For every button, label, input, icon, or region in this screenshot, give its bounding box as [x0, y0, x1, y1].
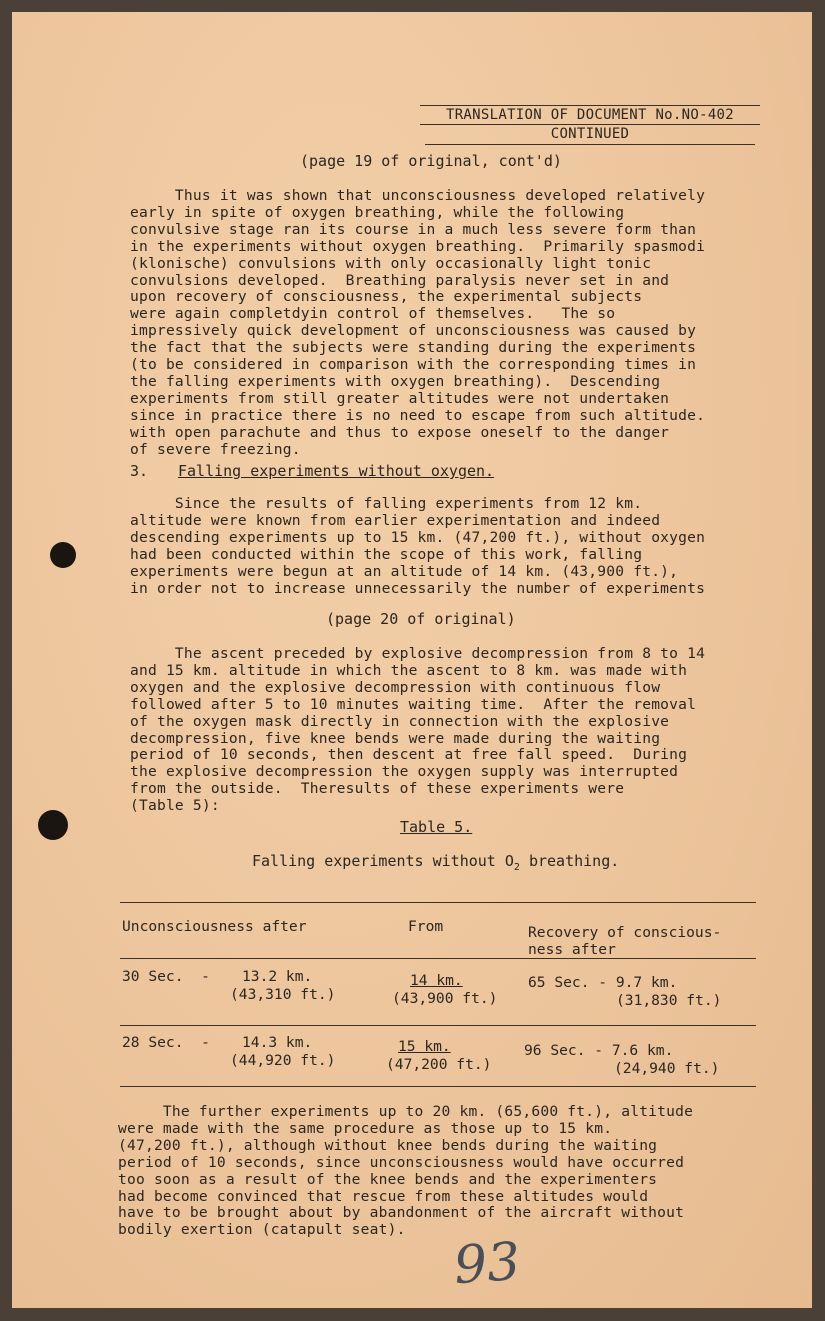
- page-marker-20: (page 20 of original): [326, 610, 516, 628]
- text-line: had been conducted within the scope of this work, falling: [130, 545, 643, 563]
- document-header: [420, 105, 760, 145]
- text-line: followed after 5 to 10 minutes waiting time. After the removal: [130, 695, 697, 713]
- table-row-2-alt-km: 14.3 km.: [242, 1034, 313, 1051]
- table-row-1-time: 30 Sec. -: [122, 968, 210, 985]
- text-line: period of 10 seconds, since unconsciousness would have occurred: [118, 1153, 685, 1171]
- text-line: convulsions developed. Breathing paralysis never set in and: [130, 271, 670, 289]
- text-line: were again completdyin control of themselves. The so: [130, 305, 616, 323]
- text-line: altitude were known from earlier experimentation and indeed: [130, 511, 661, 529]
- paragraph-further-experiments: [118, 1104, 693, 1239]
- caption-text-end: breathing.: [519, 852, 620, 870]
- text-line: experiments from still greater altitudes were not undertaken: [130, 389, 670, 407]
- text-line: of severe freezing.: [130, 440, 301, 458]
- table-row-2-recovery-km: 96 Sec. - 7.6 km.: [524, 1042, 674, 1059]
- document-page: [12, 12, 812, 1308]
- table-row-1-alt-km: 13.2 km.: [242, 968, 313, 985]
- text-line: descending experiments up to 15 km. (47,200 ft.), without oxygen: [130, 528, 706, 546]
- punch-hole-bottom: [38, 810, 68, 840]
- handwritten-page-number: 93: [451, 1231, 523, 1297]
- table-row-2-alt-ft: (44,920 ft.): [230, 1052, 336, 1069]
- text-line: period of 10 seconds, then descent at free fall speed. During: [130, 746, 688, 764]
- table-row-1-from-ft: (43,900 ft.): [392, 990, 498, 1007]
- header-recovery-1: Recovery of conscious-: [528, 924, 722, 941]
- table-row-1-from-km: 14 km.: [410, 972, 463, 989]
- table-row-2-time: 28 Sec. -: [122, 1034, 210, 1051]
- text-line: in order not to increase unnecessarily the number of experiments: [130, 579, 706, 597]
- text-line: The ascent preceded by explosive decompression from 8 to 14: [130, 645, 706, 662]
- page-marker-19: (page 19 of original, cont'd): [300, 152, 562, 170]
- text-line: (47,200 ft.), although without knee bends during the waiting: [118, 1136, 658, 1154]
- text-line: the falling experiments with oxygen breathing). Descending: [130, 372, 661, 390]
- text-line: in the experiments without oxygen breathing. Primarily spasmodi: [130, 237, 706, 255]
- text-line: the fact that the subjects were standing during the experiments: [130, 339, 697, 357]
- table-rule-bottom: [120, 1086, 756, 1087]
- text-line: since in practice there is no need to escape from such altitude.: [130, 406, 706, 424]
- table-rule-header: [120, 958, 756, 959]
- text-line: (Table 5):: [130, 797, 220, 815]
- text-line: with open parachute and thus to expose oneself to the danger: [130, 423, 670, 441]
- table-rule-top: [120, 902, 756, 903]
- header-title: TRANSLATION OF DOCUMENT No.NO-402: [420, 105, 760, 125]
- caption-text: Falling experiments without O: [252, 852, 514, 870]
- text-line: had become convinced that rescue from these altitudes would: [118, 1187, 649, 1205]
- text-line: too soon as a result of the knee bends and the experimenters: [118, 1170, 658, 1188]
- text-line: bodily exertion (catapult seat).: [118, 1221, 406, 1239]
- paragraph-falling-intro: [130, 496, 705, 597]
- text-line: from the outside. Theresults of these experiments were: [130, 780, 625, 798]
- text-line: Since the results of falling experiments from 12 km.: [130, 495, 643, 512]
- table-row-1-recovery-ft: (31,830 ft.): [616, 992, 722, 1009]
- text-line: and 15 km. altitude in which the ascent to 8 km. was made with: [130, 661, 688, 679]
- paragraph-ascent: [130, 646, 705, 815]
- table-row-2-recovery-ft: (24,940 ft.): [614, 1060, 720, 1077]
- header-from: From: [408, 918, 444, 935]
- table-row-1-recovery-km: 65 Sec. - 9.7 km.: [528, 974, 678, 991]
- text-line: The further experiments up to 20 km. (65,600 ft.), altitude: [118, 1103, 694, 1120]
- text-line: (to be considered in comparison with the corresponding times in: [130, 356, 697, 374]
- text-line: upon recovery of consciousness, the experimental subjects: [130, 288, 643, 306]
- text-line: Thus it was shown that unconsciousness developed relatively: [130, 187, 706, 204]
- header-continued: CONTINUED: [550, 126, 630, 142]
- text-line: oxygen and the explosive decompression with continuous flow: [130, 678, 661, 696]
- header-unconsciousness: Unconsciousness after: [122, 918, 307, 935]
- punch-hole-top: [50, 542, 76, 568]
- section-number: 3.: [130, 462, 149, 480]
- table-title: Table 5.: [400, 818, 473, 836]
- paragraph-oxygen-breathing: [130, 188, 705, 459]
- text-line: impressively quick development of unconsciousness was caused by: [130, 322, 697, 340]
- text-line: have to be brought about by abandonment of the aircraft without: [118, 1204, 685, 1222]
- text-line: (klonische) convulsions with only occasionally light tonic: [130, 254, 652, 272]
- table-caption: [252, 852, 619, 873]
- table-rule-middle: [120, 1025, 756, 1026]
- text-line: experiments were begun at an altitude of 14 km. (43,900 ft.),: [130, 562, 679, 580]
- table-row-2-from-km: 15 km.: [398, 1038, 451, 1055]
- text-line: the explosive decompression the oxygen supply was interrupted: [130, 763, 679, 781]
- text-line: were made with the same procedure as those up to 15 km.: [118, 1119, 613, 1137]
- section-title: Falling experiments without oxygen.: [178, 462, 495, 480]
- text-line: convulsive stage ran its course in a much less severe form than: [130, 220, 697, 238]
- table-row-1-alt-ft: (43,310 ft.): [230, 986, 336, 1003]
- header-recovery-2: ness after: [528, 941, 616, 958]
- table-row-2-from-ft: (47,200 ft.): [386, 1056, 492, 1073]
- text-line: of the oxygen mask directly in connection with the explosive: [130, 712, 670, 730]
- caption-subscript: 2: [513, 862, 520, 873]
- text-line: decompression, five knee bends were made during the waiting: [130, 729, 661, 747]
- text-line: early in spite of oxygen breathing, while the following: [130, 203, 625, 221]
- header-rule: [425, 144, 755, 145]
